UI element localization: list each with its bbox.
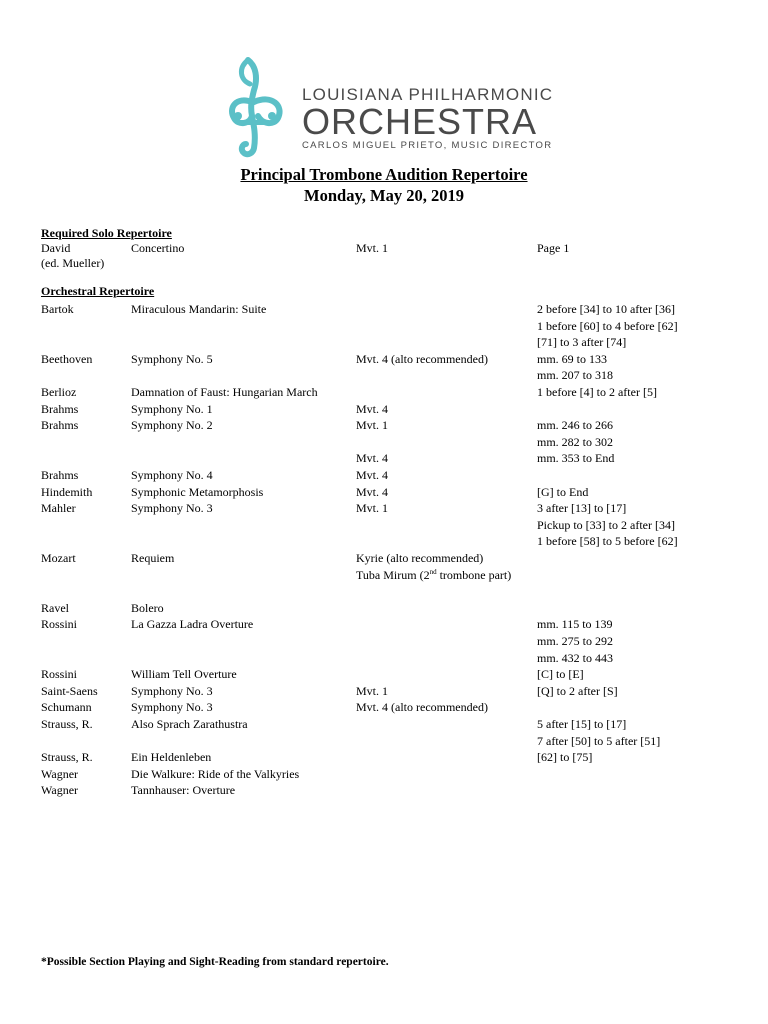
repertoire-movement: Mvt. 4 [356,451,389,466]
solo-composer-note: (ed. Mueller) [41,256,105,270]
solo-movement: Mvt. 1 [356,241,389,255]
repertoire-composer: Mozart [41,551,76,565]
repertoire-composer: Rossini [41,667,78,682]
repertoire-work: Symphony No. 2 [131,418,213,433]
repertoire-work: Miraculous Mandarin: Suite [131,302,267,316]
repertoire-excerpt: 1 before [60] to 4 before [62] [537,318,678,333]
repertoire-excerpt: [Q] to 2 after [S] [537,683,618,698]
repertoire-composer: Brahms [41,401,79,416]
org-name-line1: LOUISIANA PHILHARMONIC [302,85,554,104]
repertoire-movement: Mvt. 4 [356,401,389,416]
repertoire-excerpt: 5 after [15] to [17] [537,717,627,731]
repertoire-excerpt: mm. 275 to 292 [537,634,614,648]
repertoire-composer: Strauss, R. [41,750,93,765]
repertoire-work: Symphonic Metamorphosis [131,484,264,499]
repertoire-work: Symphony No. 4 [131,468,213,482]
repertoire-work: Symphony No. 5 [131,351,213,366]
repertoire-excerpt: mm. 353 to End [537,451,615,466]
repertoire-excerpt: 1 before [58] to 5 before [62] [537,534,678,549]
repertoire-work: Damnation of Faust: Hungarian March [131,385,318,399]
repertoire-excerpt: mm. 115 to 139 [537,617,613,632]
repertoire-work: Tannhauser: Overture [131,783,236,798]
repertoire-excerpt: mm. 69 to 133 [537,351,608,366]
repertoire-excerpt: 3 after [13] to [17] [537,501,627,516]
repertoire-excerpt: mm. 432 to 443 [537,650,614,665]
solo-excerpt: Page 1 [537,241,570,255]
repertoire-composer: Brahms [41,418,79,433]
solo-composer: David [41,241,71,255]
repertoire-excerpt: mm. 207 to 318 [537,368,614,383]
repertoire-movement: Mvt. 1 [356,418,389,433]
repertoire-work: Requiem [131,551,175,565]
repertoire-composer: Berlioz [41,385,77,399]
movement-text-tail: trombone part) [436,567,512,582]
repertoire-excerpt: 1 before [4] to 2 after [5] [537,385,657,399]
repertoire-work: La Gazza Ladra Overture [131,617,254,632]
repertoire-excerpt: [71] to 3 after [74] [537,335,627,350]
music-director-line: CARLOS MIGUEL PRIETO, MUSIC DIRECTOR [302,140,553,151]
org-name-line2: ORCHESTRA [302,101,538,142]
repertoire-work: Symphony No. 1 [131,401,213,416]
repertoire-movement: Mvt. 4 (alto recommended) [356,351,488,366]
repertoire-work: Ein Heldenleben [131,750,212,765]
repertoire-composer: Saint-Saens [41,683,98,698]
orchestra-logo [226,56,554,158]
movement-text: Tuba Mirum (2 [356,567,430,582]
repertoire-work: Also Sprach Zarathustra [131,717,248,731]
repertoire-excerpt: mm. 282 to 302 [537,434,614,449]
repertoire-composer: Strauss, R. [41,717,93,731]
audition-date: Monday, May 20, 2019 [304,186,464,205]
repertoire-work: William Tell Overture [131,667,237,682]
repertoire-work: Symphony No. 3 [131,700,213,715]
treble-clef-fleur-de-lis-icon [226,56,306,158]
repertoire-excerpt: [62] to [75] [537,750,593,765]
repertoire-composer: Wagner [41,766,79,781]
solo-work: Concertino [131,241,185,255]
repertoire-work: Symphony No. 3 [131,501,213,516]
repertoire-composer: Hindemith [41,484,93,499]
solo-section-heading: Required Solo Repertoire [41,226,172,240]
document-title: Principal Trombone Audition Repertoire [240,165,528,184]
repertoire-work: Symphony No. 3 [131,683,213,698]
repertoire-movement: Mvt. 4 [356,468,389,482]
repertoire-movement: Mvt. 1 [356,683,389,698]
repertoire-composer: Schumann [41,700,92,715]
repertoire-composer: Brahms [41,468,79,482]
repertoire-movement: Mvt. 4 [356,484,389,499]
repertoire-excerpt: [C] to [E] [537,667,584,682]
repertoire-excerpt: 7 after [50] to 5 after [51] [537,733,661,748]
repertoire-excerpt: Pickup to [33] to 2 after [34] [537,517,675,532]
repertoire-composer: Mahler [41,501,76,516]
repertoire-composer: Ravel [41,600,69,615]
repertoire-movement: Mvt. 1 [356,501,389,516]
repertoire-composer: Rossini [41,617,78,632]
repertoire-excerpt: mm. 246 to 266 [537,418,614,433]
repertoire-movement: Kyrie (alto recommended) [356,551,484,565]
repertoire-work: Die Walkure: Ride of the Valkyries [131,766,300,781]
ordinal-superscript: nd [429,567,437,576]
repertoire-composer: Bartok [41,302,74,316]
orchestral-section-heading: Orchestral Repertoire [41,284,155,298]
logo-wordmark [302,86,553,152]
repertoire-movement: Mvt. 4 (alto recommended) [356,700,488,715]
repertoire-work: Bolero [131,600,164,615]
repertoire-composer: Wagner [41,783,79,798]
repertoire-composer: Beethoven [41,351,93,366]
repertoire-movement [356,567,511,583]
footer-note: *Possible Section Playing and Sight-Reading from standard repertoire. [41,956,389,968]
repertoire-excerpt: 2 before [34] to 10 after [36] [537,302,675,316]
repertoire-excerpt: [G] to End [537,484,589,499]
